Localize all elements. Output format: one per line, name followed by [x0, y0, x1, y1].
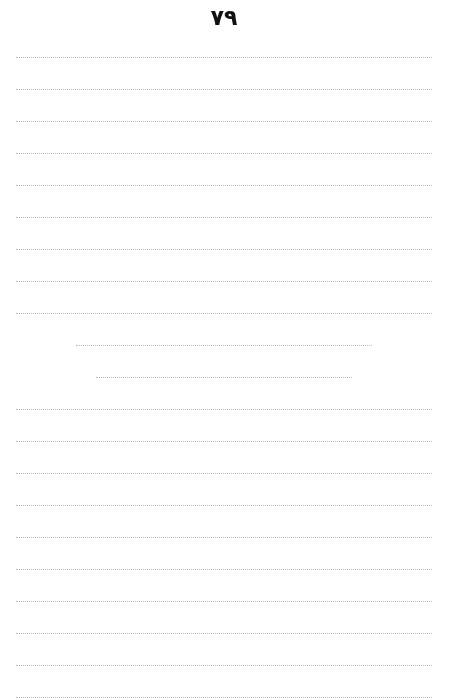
text-line: [16, 640, 432, 666]
text-line: [16, 96, 432, 122]
text-line: [16, 480, 432, 506]
text-line: [16, 224, 432, 250]
text-line: [16, 384, 432, 410]
page-number: ٧٩: [210, 6, 238, 31]
text-line: [16, 32, 432, 58]
text-line: [16, 448, 432, 474]
text-line: [16, 512, 432, 538]
closing-line: [76, 320, 372, 346]
text-line: [16, 288, 432, 314]
text-line: [16, 64, 432, 90]
text-line: [16, 672, 432, 698]
text-line: [16, 192, 432, 218]
text-line: [16, 416, 432, 442]
text-line: [16, 256, 432, 282]
text-line: [16, 608, 432, 634]
text-line: [16, 128, 432, 154]
text-line: [16, 544, 432, 570]
text-line: [16, 576, 432, 602]
text-line: [16, 160, 432, 186]
chapter-heading: [96, 352, 352, 378]
